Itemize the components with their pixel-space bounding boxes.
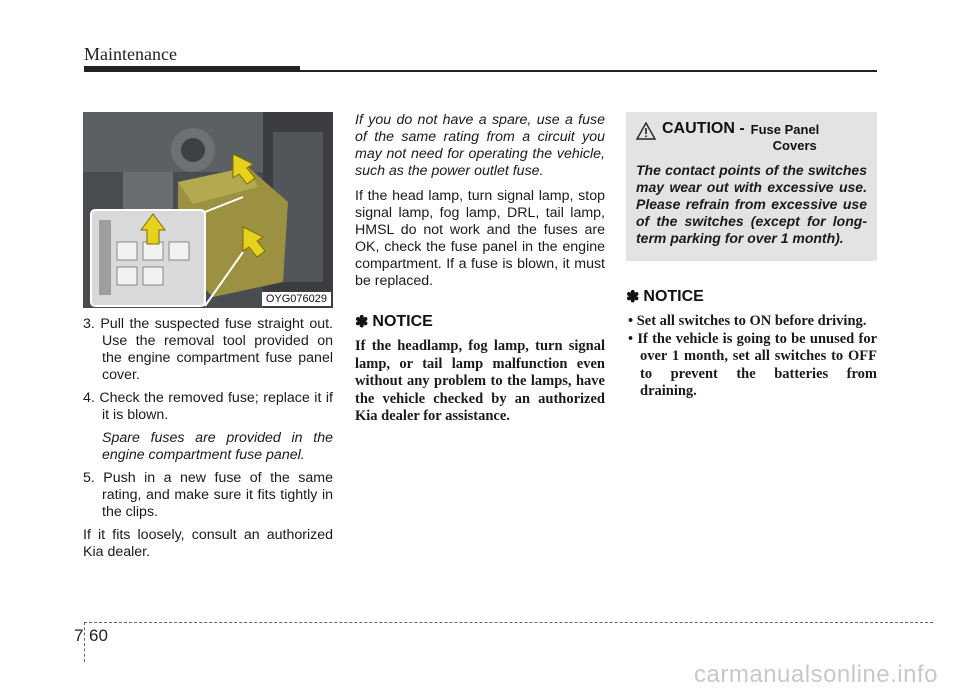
step-5-text: 5. Push in a new fuse of the same rating, and make sure it fits tightly in the clips.	[83, 470, 333, 520]
notice-title-right: NOTICE	[643, 288, 704, 305]
caution-header	[636, 120, 867, 154]
caution-topic	[751, 120, 820, 154]
header-rule-thick	[84, 66, 300, 72]
page-number: 60	[89, 626, 108, 645]
notice-heading	[355, 312, 605, 332]
notice-heading-right	[626, 287, 877, 307]
chapter-number: 7	[74, 626, 84, 645]
notice-bullet-list	[626, 313, 877, 401]
notice-asterisk-icon: ✽	[355, 314, 369, 331]
step-4-text: 4. Check the removed fuse; replace it if it is blown.	[83, 390, 333, 423]
engine-photo-illustration	[83, 112, 333, 308]
caution-body: The contact points of the switches may wear out with excessive use. Please refrain from excessive use of the switches (except for long-term parking for over 1 month).	[636, 162, 867, 246]
caution-label: CAUTION -	[662, 120, 745, 137]
footer-rule	[84, 622, 933, 623]
photo-caption: OYG076029	[262, 292, 331, 306]
caution-topic-line1: Fuse Panel	[750, 122, 820, 137]
header-rule-thin	[300, 70, 877, 72]
column-left	[83, 112, 333, 561]
column-right	[626, 112, 877, 401]
warning-triangle-icon	[636, 122, 656, 140]
column-middle	[355, 112, 605, 426]
page-header-title: Maintenance	[84, 44, 177, 64]
loose-fit-note: If it fits loosely, consult an authorized Kia dealer.	[83, 527, 333, 560]
list-item: • Set all switches to ON before driving.	[626, 313, 877, 331]
notice-asterisk-icon: ✽	[626, 289, 640, 306]
step-3-text: 3. Pull the suspected fuse straight out. Use the removal tool provided on the engine compartment fuse panel cover.	[83, 316, 333, 383]
notice-title: NOTICE	[372, 313, 433, 330]
caution-topic-line2: Covers	[772, 138, 817, 153]
lamp-check-paragraph: If the head lamp, turn signal lamp, stop signal lamp, fog lamp, DRL, tail lamp, HMSL do not work and the fuses are OK, check the fuse panel in the engine compartment. If a fuse is blown, it must be replaced.	[355, 188, 605, 289]
spare-substitute-note: If you do not have a spare, use a fuse of the same rating from a circuit you may not need for operating the vehicle, such as the power outlet fuse.	[355, 112, 605, 179]
footer-divider	[84, 622, 85, 662]
list-item: • If the vehicle is going to be unused for over 1 month, set all switches to OFF to prevent the batteries from draining.	[626, 331, 877, 401]
watermark: carmanualsonline.info	[694, 661, 938, 688]
engine-fuse-box-photo	[83, 112, 333, 308]
spare-fuse-note: Spare fuses are provided in the engine compartment fuse panel.	[102, 430, 333, 463]
caution-box	[626, 112, 877, 261]
notice-body: If the headlamp, fog lamp, turn signal lamp, or tail lamp malfunction even without any problem to the lamps, have the vehicle checked by an authorized Kia dealer for assistance.	[355, 338, 605, 424]
